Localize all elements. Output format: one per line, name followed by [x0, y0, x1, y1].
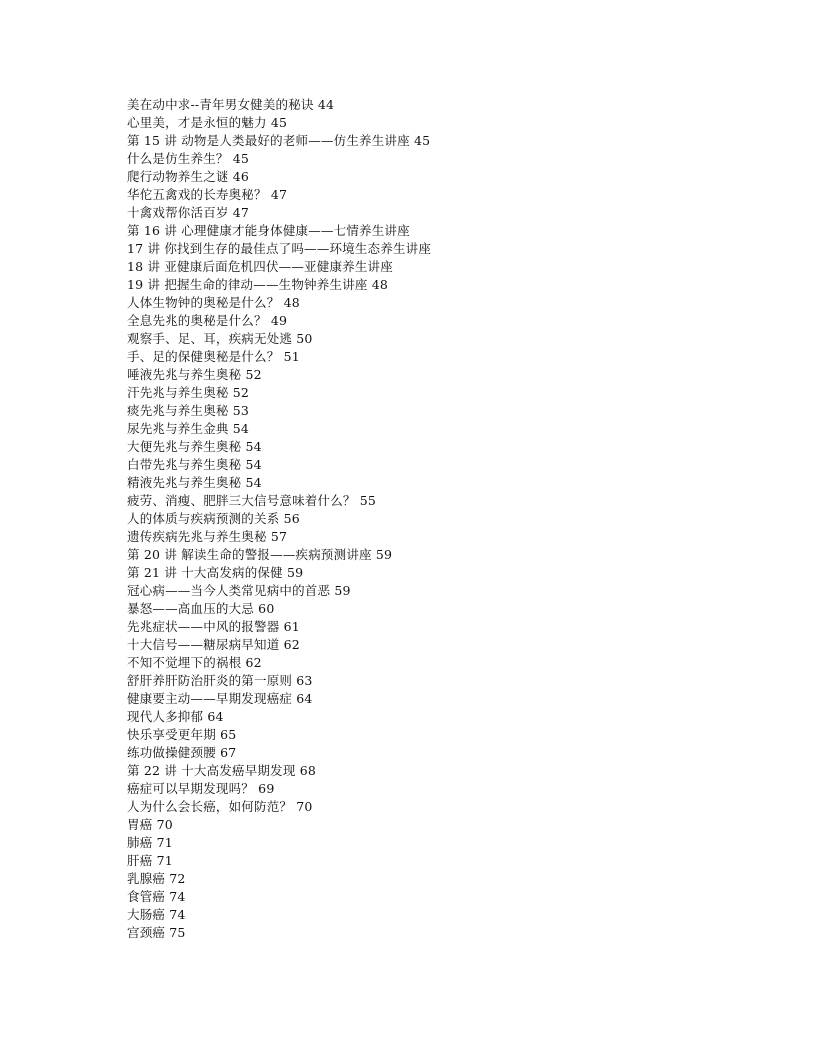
- toc-chapter-heading: 第 15 讲 动物是人类最好的老师——仿生养生讲座 45: [127, 133, 431, 148]
- toc-line: 精液先兆与养生奥秘 54: [127, 475, 262, 490]
- toc-line: 手、足的保健奥秘是什么？ 51: [127, 349, 300, 364]
- toc-chapter-heading: 17 讲 你找到生存的最佳点了吗——环境生态养生讲座: [127, 241, 432, 256]
- toc-chapter-heading: 第 20 讲 解读生命的警报——疾病预测讲座 59: [127, 547, 393, 562]
- toc-line: 白带先兆与养生奥秘 54: [127, 457, 262, 472]
- toc-line: 现代人多抑郁 64: [127, 709, 224, 724]
- toc-line: 不知不觉埋下的祸根 62: [127, 655, 262, 670]
- toc-line: 癌症可以早期发现吗？ 69: [127, 781, 275, 796]
- toc-line: 先兆症状——中风的报警器 61: [127, 619, 300, 634]
- toc-line: 十禽戏帮你活百岁 47: [127, 205, 250, 220]
- toc-line: 全息先兆的奥秘是什么？ 49: [127, 313, 288, 328]
- toc-line: 肺癌 71: [127, 835, 173, 850]
- toc-line: 十大信号——糖尿病早知道 62: [127, 637, 300, 652]
- toc-line: 食管癌 74: [127, 889, 186, 904]
- toc-line: 美在动中求--青年男女健美的秘诀 44: [127, 97, 335, 112]
- toc-line: 心里美，才是永恒的魅力 45: [127, 115, 288, 130]
- toc-line: 大便先兆与养生奥秘 54: [127, 439, 262, 454]
- toc-line: 华佗五禽戏的长寿奥秘？ 47: [127, 187, 288, 202]
- toc-line: 练功做操健颈腰 67: [127, 745, 237, 760]
- toc-line: 暴怒——高血压的大忌 60: [127, 601, 275, 616]
- toc-line: 舒肝养肝防治肝炎的第一原则 63: [127, 673, 313, 688]
- toc-line: 人的体质与疾病预测的关系 56: [127, 511, 300, 526]
- toc-line: 肝癌 71: [127, 853, 173, 868]
- table-of-contents: [127, 96, 787, 942]
- toc-line: 宫颈癌 75: [127, 925, 186, 940]
- toc-line: 疲劳、消瘦、肥胖三大信号意味着什么？ 55: [127, 493, 377, 508]
- toc-line: 人为什么会长癌，如何防范？ 70: [127, 799, 313, 814]
- toc-line: 痰先兆与养生奥秘 53: [127, 403, 250, 418]
- toc-line: 大肠癌 74: [127, 907, 186, 922]
- toc-line: 尿先兆与养生金典 54: [127, 421, 250, 436]
- toc-line: 胃癌 70: [127, 817, 173, 832]
- toc-chapter-heading: 19 讲 把握生命的律动——生物钟养生讲座 48: [127, 277, 389, 292]
- toc-line: 观察手、足、耳，疾病无处逃 50: [127, 331, 313, 346]
- toc-chapter-heading: 第 16 讲 心理健康才能身体健康——七情养生讲座: [127, 223, 410, 238]
- toc-line: 人体生物钟的奥秘是什么？ 48: [127, 295, 300, 310]
- toc-line: 冠心病——当今人类常见病中的首恶 59: [127, 583, 351, 598]
- toc-chapter-heading: 第 22 讲 十大高发癌早期发现 68: [127, 763, 317, 778]
- toc-chapter-heading: 18 讲 亚健康后面危机四伏——亚健康养生讲座: [127, 259, 393, 274]
- toc-chapter-heading: 第 21 讲 十大高发病的保健 59: [127, 565, 304, 580]
- toc-line: 遗传疾病先兆与养生奥秘 57: [127, 529, 288, 544]
- toc-line: 健康要主动——早期发现癌症 64: [127, 691, 313, 706]
- toc-line: 汗先兆与养生奥秘 52: [127, 385, 250, 400]
- toc-line: 快乐享受更年期 65: [127, 727, 237, 742]
- toc-line: 唾液先兆与养生奥秘 52: [127, 367, 262, 382]
- toc-line: 爬行动物养生之谜 46: [127, 169, 250, 184]
- toc-line: 什么是仿生养生？ 45: [127, 151, 250, 166]
- toc-line: 乳腺癌 72: [127, 871, 186, 886]
